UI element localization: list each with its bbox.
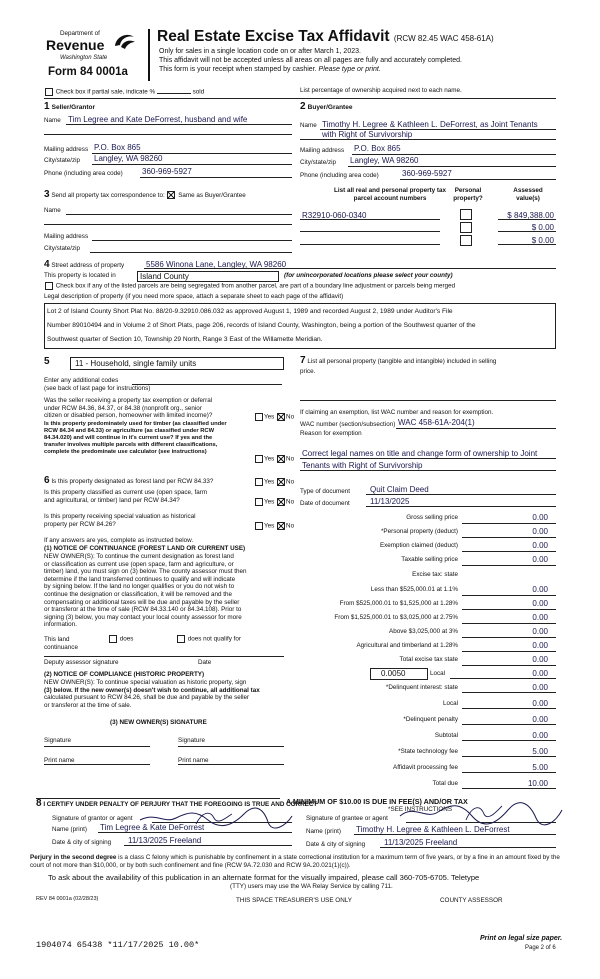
sec7-num: 7 (300, 355, 306, 366)
calc-label-taxable: Taxable selling price (401, 556, 458, 563)
calc-label-bracket-1: Less than $525,000.01 at 1.1% (370, 586, 458, 593)
historic-no-checkbox[interactable] (277, 522, 285, 530)
notice1-line-6: continue the designation or classification, it will be removed and the (44, 590, 232, 598)
does-not-label: does not qualify for (187, 635, 241, 643)
county-note: (for unincorporated locations please select your county) (284, 272, 453, 279)
notice1-line-1: NEW OWNER(S): To continue the current designation as forest land (44, 553, 234, 560)
q-timber-yesno (254, 455, 294, 463)
calc-label-processing-fee: Affidavit processing fee (393, 764, 458, 771)
q-exemption (44, 397, 212, 420)
does-checkbox[interactable] (109, 635, 117, 643)
calc-label-bracket-3: From $1,525,000.01 to $3,025,000 at 2.75% (334, 614, 458, 621)
q-exemption-yes-checkbox[interactable] (255, 413, 263, 421)
notice2-body (44, 679, 260, 709)
calc-label-excise-state: Excise tax: state (412, 571, 458, 578)
new-owner-sig-1: Signature (44, 737, 71, 744)
title-text: Real Estate Excise Tax Affidavit (157, 28, 390, 45)
buyer-name-label: Name (300, 122, 317, 129)
legal-line-1: Lot 2 of Island County Short Plat No. 88/20-9.32910.086.032 as approved August 1, 1989 and recorded August 2, 1989 under Auditor's File (47, 308, 453, 315)
buyer-heading (300, 102, 352, 112)
reason-line-2[interactable]: Tenants with Right of Survivorship (302, 461, 423, 470)
sec6-q2-yesno (254, 498, 294, 506)
perjury-text (30, 854, 574, 869)
seller-phone-value[interactable]: 360-969-5927 (142, 167, 192, 176)
personal-property-checkbox-1[interactable] (460, 209, 472, 220)
located-label: This property is located in (44, 272, 116, 279)
new-owner-print-1: Print name (44, 757, 75, 764)
tax-corr-num: 3 (44, 189, 50, 200)
forest-no-checkbox[interactable] (277, 478, 285, 486)
treasurer-use: THIS SPACE TREASURER'S USE ONLY (236, 897, 352, 904)
legal-label: Legal description of property (if you need more space, attach a separate sheet to each page of the affidavit) (44, 293, 344, 300)
q-exemption-no-checkbox[interactable] (277, 413, 285, 421)
grantor-name-label: Name (print) (52, 826, 87, 833)
form-number: Form 84 0001a (48, 66, 128, 78)
q-exemption-2: under RCW 84.36, 84.37, or 84.38 (nonprofit org., senior (44, 404, 202, 412)
sec7-row (300, 357, 496, 366)
current-use-no-checkbox[interactable] (277, 498, 285, 506)
calc-value-bracket-1[interactable]: 0.00 (532, 585, 548, 594)
grantee-name-value[interactable]: Timothy H. Legree & Kathleen L. DeForrest (356, 825, 510, 834)
buyer-name-value-1[interactable]: Timothy H. Legree & Kathleen L. DeForrest, as Joint Tenants (322, 120, 538, 129)
form-title (157, 28, 494, 46)
parcel-h6: value(s) (516, 194, 540, 202)
sec6-q2-1: Is this property classified as current use (open space, farm (44, 489, 208, 496)
sec5-num: 5 (44, 356, 50, 367)
certify-text: I CERTIFY UNDER PENALTY OF PERJURY THAT THE FOREGOING IS TRUE AND CORRECT (43, 801, 318, 808)
addl-codes-note: (see back of last page for instructions) (44, 385, 151, 392)
sold-label: sold (192, 88, 205, 96)
subtitle-1: Only for sales in a single location code on or after March 1, 2023. (159, 48, 361, 55)
q-timber-no-checkbox[interactable] (277, 455, 285, 463)
seller-phone-label: Phone (including area code) (44, 170, 123, 177)
tax-corr-address-label: Mailing address (44, 233, 89, 240)
addl-codes-label: Enter any additional codes (44, 377, 119, 384)
rev-number: REV 84 0001a (02/28/23) (36, 896, 99, 902)
seller-name-label: Name (44, 117, 61, 124)
calc-label-total-state: Total excise tax state (399, 656, 458, 663)
calc-value-gross[interactable]: 0.00 (532, 513, 548, 522)
reason-line-1[interactable]: Correct legal names on title and change form of ownership to Joint (302, 449, 538, 458)
q-exemption-3: citizen or disabled person, homeowner with limited income)? (44, 412, 213, 420)
buyer-phone-label: Phone (including area code) (300, 172, 379, 179)
wa-logo-icon (112, 32, 138, 54)
calc-value-tech-fee[interactable]: 5.00 (532, 747, 548, 756)
q-exemption-1: Was the seller receiving a property tax exemption or deferral (44, 397, 213, 404)
q-timber-yes: Yes (264, 455, 275, 463)
cashier-stamp: 1904074 65438 *11/17/2025 10.00* (36, 940, 200, 950)
perjury-body: is a class C felony which is punishable by confinement in a state correctional institution for a maximum term of five years, or by a fine in an amount fixed by the court of not more than $10,000, or by both such confinement and fine (RCW 9A.72.030 and RCW 9A.20.021(1)(c)). (30, 854, 560, 869)
reason-label: Reason for exemption (300, 430, 362, 437)
local-rate-field[interactable] (370, 668, 428, 680)
grantee-date-value[interactable]: 11/13/2025 Freeland (384, 838, 458, 847)
state-text: Washington State (60, 55, 108, 61)
notice2-line-3: calculated pursuant to RCW 84.26, shall be due and payable by the seller (44, 694, 250, 702)
historic-yes-checkbox[interactable] (255, 522, 263, 530)
parcel-value-2[interactable]: $ 0.00 (531, 223, 554, 232)
current-use-yes-checkbox[interactable] (255, 498, 263, 506)
dept-of-text: Department of (60, 30, 100, 37)
calc-label-personal: *Personal property (deduct) (380, 528, 458, 535)
calc-label-bracket-4: Above $3,025,000 at 3% (389, 628, 458, 635)
calc-value-local[interactable]: 0.00 (532, 669, 548, 678)
calc-value-total-state[interactable]: 0.00 (532, 655, 548, 664)
calc-label-agri: Agricultural and timberland at 1.28% (356, 642, 458, 649)
street-label-row (44, 261, 124, 270)
segregate-row (44, 282, 455, 290)
use-code-value: 11 - Household, single family units (75, 359, 197, 368)
parcel-number-1[interactable]: R32910-060-0340 (302, 211, 367, 220)
sec6-q1-text: Is this property designated as forest land per RCW 84.33? (51, 478, 214, 485)
seller-address-label: Mailing address (44, 146, 89, 153)
alt-format-2: (TTY) users may use the WA Relay Service by calling 711. (230, 883, 393, 890)
tax-corr-name-label: Name (44, 207, 61, 214)
current-use-yes: Yes (264, 498, 275, 506)
notice1-title: (1) NOTICE OF CONTINUANCE (FOREST LAND OR CURRENT USE) (44, 545, 246, 552)
street-address-value[interactable]: 5586 Winona Lane, Langley, WA 98260 (146, 260, 287, 269)
calc-label-bracket-2: From $525,000.01 to $1,525,000 at 1.28% (339, 600, 458, 607)
subtitle-3-italic: Please type or print. (318, 66, 381, 73)
same-as-buyer-label: Same as Buyer/Grantee (178, 192, 246, 199)
seller-num: 1 (44, 101, 50, 112)
buyer-title: Buyer/Grantee (307, 104, 353, 111)
subtitle-2: This affidavit will not be accepted unless all areas on all pages are fully and accurately completed. (159, 57, 462, 64)
personal-property-checkbox-2[interactable] (460, 222, 472, 233)
grantee-sig-label: Signature of grantee or agent (306, 815, 388, 822)
buyer-phone-value[interactable]: 360-969-5927 (402, 169, 452, 178)
parcel-h5: Assessed (513, 187, 543, 194)
does-label: does (119, 635, 134, 643)
calc-value-processing-fee[interactable]: 5.00 (532, 763, 548, 772)
notice2-line-2: (3) below. If the new owner(s) doesn't wish to continue, all additional tax (44, 686, 260, 694)
legal-line-3: Southwest quarter of Section 10, Township 29 North, Range 3 East of the Willamette Meridian. (47, 336, 323, 343)
page-number: Page 2 of 6 (525, 945, 556, 951)
continuance-label: continuance (44, 644, 78, 651)
historic-yes: Yes (264, 522, 275, 530)
q-timber-no: No (286, 455, 295, 463)
calc-value-total-due[interactable]: 10.00 (527, 779, 548, 788)
calc-label-total-due: Total due (432, 780, 458, 787)
deputy-date-label: Date (198, 659, 212, 666)
sec6-q1-yesno (254, 478, 294, 486)
ownership-note: List percentage of ownership acquired next to each name. (300, 87, 462, 94)
seller-name-value[interactable]: Tim Legree and Kate DeForrest, husband and wife (68, 115, 248, 124)
forest-yes: Yes (264, 478, 275, 486)
calc-label-subtotal: Subtotal (434, 732, 458, 739)
notice2-line-4: or transferor at the time of sale. (44, 701, 132, 709)
seller-city-label: City/state/zip (44, 157, 81, 164)
partial-sale-row (44, 88, 204, 96)
calc-value-penalty[interactable]: 0.00 (532, 715, 548, 724)
calc-value-bracket-4[interactable]: 0.00 (532, 627, 548, 636)
parcel-value-3[interactable]: $ 0.00 (531, 236, 554, 245)
notice1-line-10: information. (44, 621, 77, 629)
county-select[interactable] (137, 271, 279, 282)
see-instructions: *SEE INSTRUCTIONS (388, 806, 453, 813)
notice3-title: (3) NEW OWNER(S) SIGNATURE (110, 719, 207, 726)
buyer-city-value[interactable]: Langley, WA 98260 (350, 156, 419, 165)
legal-size-note: Print on legal size paper. (480, 935, 563, 942)
subtitle-3 (159, 66, 381, 74)
grantee-name-label: Name (print) (306, 828, 341, 835)
partial-sale-label: Check box if partial sale, indicate % (55, 88, 156, 96)
calc-value-delinq-local[interactable]: 0.00 (532, 699, 548, 708)
forest-no: No (286, 478, 295, 486)
this-land-label: This land (44, 636, 70, 643)
perjury-bold: Perjury in the second degree (30, 854, 117, 861)
seller-title: Seller/Grantor (51, 104, 96, 111)
calc-value-agri[interactable]: 0.00 (532, 641, 548, 650)
wac-value[interactable]: WAC 458-61A-204(1) (398, 418, 475, 427)
sec6-q3-2: property per RCW 84.26? (44, 521, 116, 528)
does-row (108, 635, 133, 643)
parcel-h2: parcel account numbers (353, 194, 427, 202)
q-timber-2: RCW 84.34 and 84.33) or agriculture (as classified under RCW (44, 428, 215, 434)
parcel-h3: Personal (454, 187, 482, 194)
notice1-line-7: compensating or additional taxes will be due and payable by the seller (44, 598, 240, 606)
calc-value-exemption[interactable]: 0.00 (532, 541, 548, 550)
q-timber-3: 84.34.020) and will continue in it's current use? If yes and the (44, 435, 213, 441)
calc-label-penalty: *Delinquent penalty (403, 716, 458, 723)
sec8-num: 8 (36, 798, 42, 809)
deputy-sig-label: Deputy assessor signature (44, 659, 119, 666)
calc-value-personal[interactable]: 0.00 (532, 527, 548, 536)
notice1-line-9: signing (3) below, you may contact your local county assessor for more (44, 613, 242, 621)
q-exemption-yes: Yes (264, 413, 275, 421)
grantor-date-label: Date & city of signing (52, 839, 112, 846)
parcel-value-1[interactable]: $ 849,388.00 (507, 211, 554, 220)
new-owner-print-2: Print name (178, 757, 209, 764)
sec6-q3-yesno (254, 522, 294, 530)
sec7-text-2: price. (300, 368, 316, 375)
buyer-num: 2 (300, 101, 306, 112)
q-timber-yes-checkbox[interactable] (255, 455, 263, 463)
doc-type-label: Type of document (300, 488, 351, 495)
q-exemption-yesno (254, 413, 294, 421)
notice1-body (44, 553, 247, 629)
q-timber-4: transfer involves multiple parcels with different classifications, (44, 442, 218, 448)
buyer-city-label: City/state/zip (300, 159, 337, 166)
grantor-name-value[interactable]: Tim Legree & Kate DeForrest (100, 823, 205, 832)
notice2-title: (2) NOTICE OF COMPLIANCE (HISTORIC PROPERTY) (44, 671, 205, 678)
sec6-q1 (44, 477, 213, 486)
tax-corr-text: Send all property tax correspondence to: (51, 192, 165, 199)
legal-line-2: Number 89010494 and in Volume 2 of Short Plats, page 206, records of Island County, Washington, being a portion of the Southwest quarter of the (47, 322, 476, 329)
personal-property-checkbox-3[interactable] (460, 235, 472, 246)
forest-yes-checkbox[interactable] (255, 478, 263, 486)
q-timber (44, 421, 227, 456)
tax-corr-city-label: City/state/zip (44, 245, 81, 252)
calc-label-gross: Gross selling price (406, 514, 458, 521)
parcel-h1: List all real and personal property tax (334, 187, 446, 194)
buyer-name-value-2[interactable]: with Right of Survivorship (322, 130, 413, 139)
calc-label-delinq-state: *Delinquent interest: state (385, 684, 458, 691)
local-rate-value: 0.0050 (381, 669, 406, 678)
if-yes-text: If any answers are yes, complete as instructed below. (44, 537, 194, 544)
grantor-sig-label: Signature of grantor or agent (52, 815, 133, 822)
seller-city-value[interactable]: Langley, WA 98260 (94, 154, 163, 163)
calc-label-tech-fee: *State technology fee (398, 748, 458, 755)
sec6-q2-2: and agricultural, or timber) land per RCW 84.34? (44, 497, 180, 504)
notice1-line-2: or classification as current use (open space, farm and agriculture, or (44, 560, 234, 568)
seller-address-value[interactable]: P.O. Box 865 (94, 143, 141, 152)
wac-label: WAC number (section/subsection) (300, 421, 396, 428)
calc-value-bracket-3[interactable]: 0.00 (532, 613, 548, 622)
q-exemption-no: No (286, 413, 295, 421)
does-not-row (176, 635, 241, 643)
q-timber-1: Is this property predominately used for timber (as classified under (44, 421, 227, 427)
partial-sale-checkbox[interactable] (45, 88, 53, 96)
segregate-text: Check box if any of the listed parcels are being segregated from another parcel, are part of a boundary line adjustment or parcels being merged (55, 282, 456, 290)
street-num: 4 (44, 259, 50, 270)
tax-corr-row (44, 191, 246, 200)
notice1-line-4: determine if the land transferred continues to qualify and will indicate (44, 575, 236, 583)
buyer-address-label: Mailing address (300, 147, 345, 154)
county-assessor: COUNTY ASSESSOR (440, 897, 503, 904)
use-code-select[interactable] (70, 357, 284, 370)
sec6-q3-1: Is this property receiving special valuation as historical (44, 513, 196, 520)
same-as-buyer-checkbox[interactable] (167, 191, 175, 199)
legal-description-field[interactable] (44, 303, 556, 349)
alt-format-1: To ask about the availability of this publication in an alternate format for the visually impaired, please call 360-705-6705. Teletype (48, 873, 480, 882)
current-use-no: No (286, 498, 295, 506)
doc-type-value[interactable]: Quit Claim Deed (370, 485, 429, 494)
notice2-line-1: NEW OWNER(S): To continue special valuation as historic property, sign (44, 679, 247, 686)
subtitle-3-text: This form is your receipt when stamped by cashier. (159, 66, 317, 73)
grantee-date-label: Date & city of signing (306, 841, 366, 848)
calc-label-local: Local (430, 670, 446, 677)
calc-value-bracket-2[interactable]: 0.00 (532, 599, 548, 608)
calc-value-taxable[interactable]: 0.00 (532, 555, 548, 564)
seller-heading (44, 102, 95, 112)
calc-value-subtotal[interactable]: 0.00 (532, 731, 548, 740)
segregate-checkbox[interactable] (45, 282, 53, 290)
title-rcw: (RCW 82.45 WAC 458-61A) (393, 34, 494, 43)
historic-no: No (286, 522, 295, 530)
does-not-checkbox[interactable] (177, 635, 185, 643)
notice1-line-5: by signing below. If the land no longer qualifies or you do not wish to (44, 583, 235, 591)
minimum-due: A MINIMUM OF $10.00 IS DUE IN FEE(S) AND/OR TAX (286, 797, 468, 806)
calc-label-exemption: Exemption claimed (deduct) (379, 542, 458, 549)
grantor-date-value[interactable]: 11/13/2025 Freeland (128, 836, 202, 845)
grantee-signature-icon (396, 800, 566, 828)
calc-label-delinq-local: Local (442, 700, 458, 707)
doc-date-label: Date of document (300, 500, 350, 507)
revenue-wordmark: Revenue (46, 37, 105, 53)
buyer-address-value[interactable]: P.O. Box 865 (354, 144, 401, 153)
notice1-line-8: or transferor at the time of sale (RCW 84.33.140 or 84.34.108). Prior to (44, 606, 242, 614)
exempt-label: If claiming an exemption, list WAC number and reason for exemption. (300, 409, 494, 416)
notice1-line-3: timber) land, you must sign on (3) below. The county assessor must then (44, 568, 247, 576)
street-label: Street address of property (51, 262, 125, 269)
county-value: Island County (140, 272, 189, 281)
calc-value-delinq-state[interactable]: 0.00 (532, 683, 548, 692)
q-timber-5: complete the predominate use calculator (see instructions) (44, 449, 207, 455)
sec6-num: 6 (44, 475, 50, 486)
new-owner-sig-2: Signature (178, 737, 205, 744)
sec7-text-1: List all personal property (tangible and intangible) included in selling (307, 358, 497, 365)
doc-date-value[interactable]: 11/13/2025 (370, 497, 410, 506)
header-divider (148, 29, 150, 81)
parcel-h4: property? (453, 194, 483, 202)
